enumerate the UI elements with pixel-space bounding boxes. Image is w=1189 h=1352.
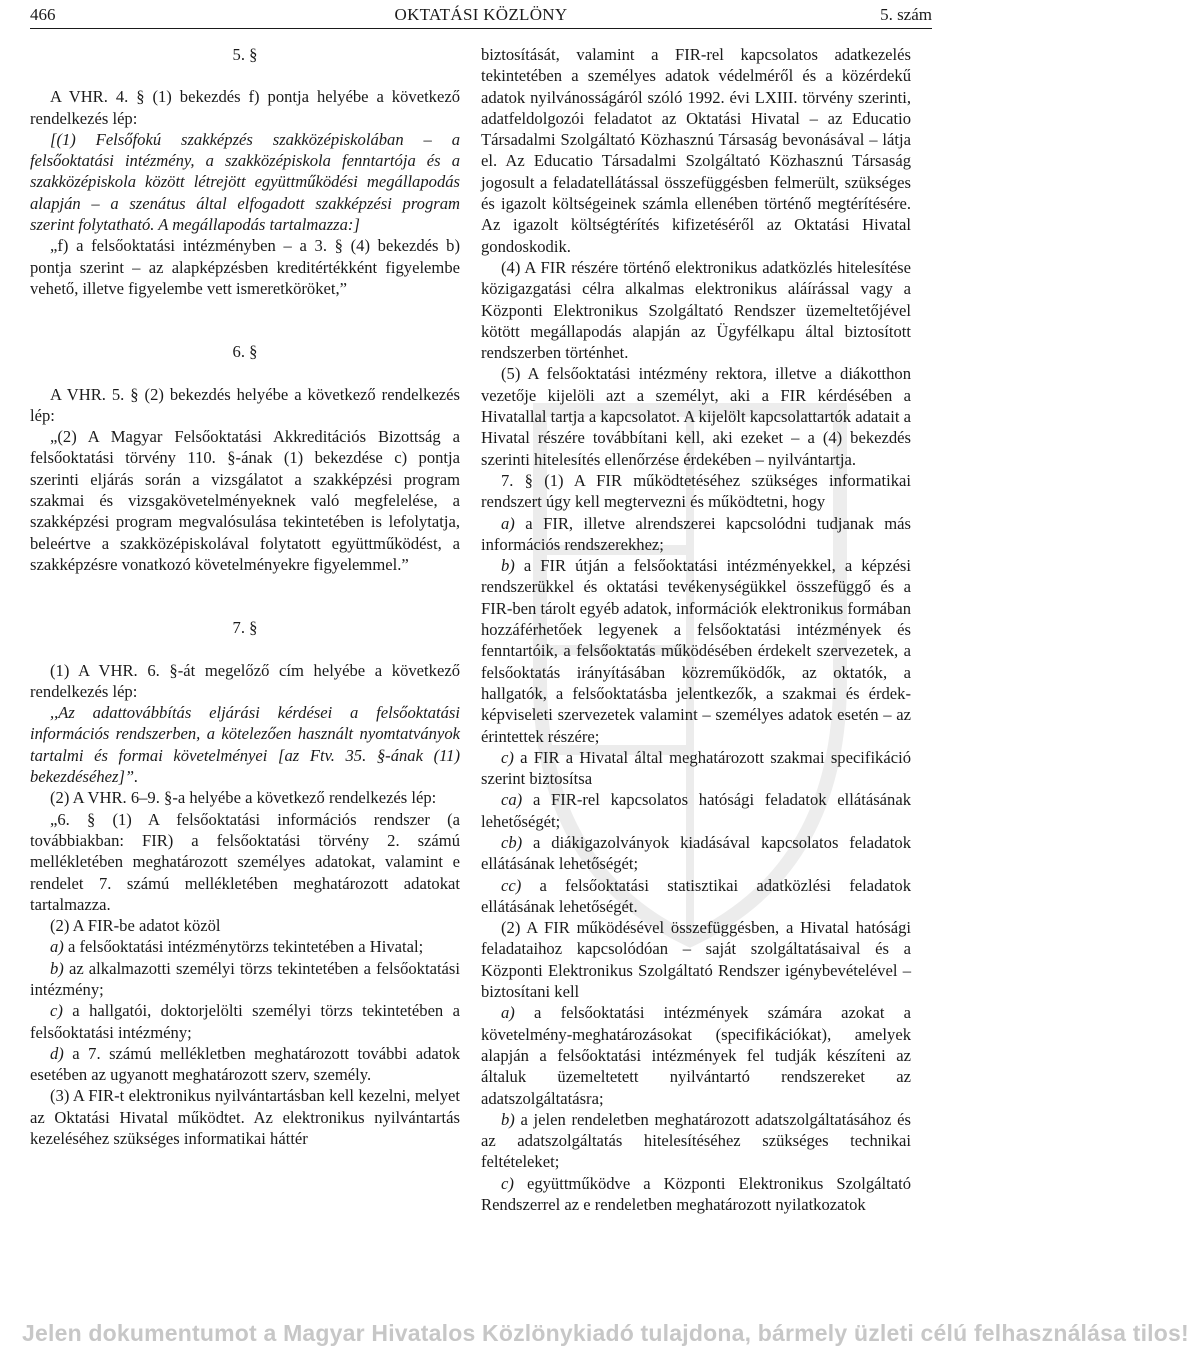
- section-6-heading: 6. §: [232, 342, 258, 362]
- list-text: a jelen rendeletben meghatározott adatszolgáltatásához és az adatszolgáltatás hitelesítéséhez szükséges technikai feltételeket;: [481, 1109, 911, 1172]
- list-label: ca): [501, 790, 523, 810]
- list-text: a FIR, illetve alrendszerei kapcsolódni tudjanak más információs rendszerekhez;: [481, 513, 911, 554]
- list-text: az alkalmazotti személyi törzs tekintetében a felsőoktatási intézmény;: [30, 958, 460, 999]
- right-item-ca: [481, 789, 911, 832]
- list-label: d): [50, 1043, 64, 1063]
- right-section-7-2: (2) A FIR működésével összefüggésben, a Hivatal hatósági feladataihoz kapcsolódóan – saját szolgáltatásaival és a Központi Elektronikus Szolgáltató Rendszer igénybevételével – biztosítani kell: [481, 918, 911, 1002]
- right-item-a: [481, 513, 911, 556]
- list-label: c): [50, 1001, 63, 1021]
- list-text: a hallgatói, doktorjelölti személyi törzs tekintetében a felsőoktatási intézmény;: [30, 1001, 460, 1042]
- section-7-para-2: (2) A VHR. 6–9. §-a helyébe a következő rendelkezés lép:: [50, 788, 437, 808]
- right-para-5: (5) A felsőoktatási intézmény rektora, illetve a diákotthon vezetője kijelöli azt a személyt, aki a FIR kérdésében a Hivatallal tartja a kapcsolatot. A kijelölt kapcsolattartók adatait a Hivatal részére továbbítani kell, aki ezeket – a (4) bekezdés szerinti hitelesítés ellenőrzése érdekében – nyilvántartja.: [481, 364, 911, 469]
- page-header: [30, 4, 932, 26]
- section-5-quote-f: „f) a felsőoktatási intézményben – a 3. § (4) bekezdés b) pontja szerint – az alapképzésben kreditértékként figyelembe vehető, illetve figyelembe vett ismeretköröket,”: [30, 236, 460, 298]
- list-label: a): [501, 513, 515, 533]
- list-label: a): [501, 1003, 515, 1023]
- section-7-para-2-quote: „6. § (1) A felsőoktatási információs rendszer (a továbbiakban: FIR) a felsőoktatási törvény 2. számú mellékletében meghatározott személyes adatokat, valamint e rendelet 7. számú mellékletében meghatározott adatokat tartalmazza.: [30, 809, 460, 914]
- fir-para-2a: [30, 936, 460, 957]
- section-7-para-1-quote: ,,Az adattovábbítás eljárási kérdései a felsőoktatási információs rendszerben, a kötelezően használt nyomtatványok tartalmi és formai követelményei [az Ftv. 35. §-ának (11) bekezdéséhez]”.: [30, 703, 460, 787]
- header-rule: [30, 28, 932, 29]
- fir-para-2c: [30, 1000, 460, 1043]
- section-7-para-1: (1) A VHR. 6. §-át megelőző cím helyébe a következő rendelkezés lép:: [30, 660, 460, 701]
- list-label: b): [50, 958, 64, 978]
- list-text: a 7. számú mellékletben meghatározott további adatok esetében az ugyanott meghatározott szerv, személy.: [30, 1043, 460, 1085]
- section-6-quote: „(2) A Magyar Felsőoktatási Akkreditációs Bizottság a felsőoktatási törvény 110. §-ának (1) bekezdése c) pontja szerinti eljárás során a vizsgálatot a szakképzési program szakmai és vizsgakövetelményeknek való megfelelése, a szakképzési program megvalósulása tekintetében is lefolytatja, beleértve a szakközépiskolával folytatott együttműködést, a szakképzésre vonatkozó követelményekre figyelemmel.”: [30, 427, 460, 574]
- right-item-b: [481, 555, 911, 747]
- journal-title: OKTATÁSI KÖZLÖNY: [394, 5, 568, 24]
- page-number: 466: [30, 5, 56, 24]
- footer-watermark: Jelen dokumentumot a Magyar Hivatalos Közlönykiadó tulajdona, bármely üzleti célú felhasználása tilos!: [22, 1320, 1189, 1346]
- right-item-c: [481, 747, 911, 790]
- list-label: c): [501, 747, 514, 767]
- list-text: a FIR útján a felsőoktatási intézményekkel, a képzési rendszerükkel és oktatási tevékenységükkel összefüggő és a FIR-ben tárolt egyéb adatok, információk elektronikus formában hozzáférhetőek legyenek a felsőoktatási intézmények és fenntartóik, a felsőoktatás működésében érdekelt szervezetek, a felsőoktatás irányításában közreműködők, az oktatók, a hallgatók, a felsőoktatásba jelentkezők, a szakmai és érdek-képviseleti szervezetek valamint – személyes adatok esetén – az érintettek részére;: [481, 556, 911, 746]
- right-item-cb: [481, 832, 911, 875]
- list-label: b): [501, 1109, 515, 1129]
- fir-para-3: (3) A FIR-t elektronikus nyilvántartásban kell kezelni, melyet az Oktatási Hivatal működtet. Az elektronikus nyilvántartás kezeléséhez szükséges informatikai háttér: [30, 1086, 460, 1149]
- list-text: együttműködve a Központi Elektronikus Szolgáltató Rendszerrel az e rendeletben meghatározott nyilatkozatok: [481, 1173, 911, 1215]
- right-section-7-1: 7. § (1) A FIR működtetéséhez szükséges informatikai rendszert úgy kell megtervezni és működtetni, hogy: [481, 470, 911, 512]
- list-text: a FIR-rel kapcsolatos hatósági feladatok ellátásának lehetőségét;: [481, 790, 911, 831]
- fir-para-2: (2) A FIR-be adatot közöl: [50, 916, 221, 936]
- right-column: [481, 44, 911, 1215]
- list-label: b): [501, 556, 515, 576]
- right-item-cc: [481, 875, 911, 918]
- fir-para-2d: [30, 1043, 460, 1086]
- list-text: a felsőoktatási intézménytörzs tekintetében a Hivatal;: [63, 937, 424, 957]
- list-label: cb): [501, 832, 523, 852]
- list-text: a FIR a Hivatal által meghatározott szakmai specifikáció szerint biztosítsa: [481, 747, 911, 789]
- issue-number: 5. szám: [880, 5, 932, 24]
- section-5-intro: A VHR. 4. § (1) bekezdés f) pontja helyébe a következő rendelkezés lép:: [30, 87, 460, 128]
- section-7-heading: 7. §: [232, 618, 258, 638]
- section-5-heading: 5. §: [232, 45, 258, 64]
- list-label: cc): [501, 875, 522, 895]
- section-6-intro: A VHR. 5. § (2) bekezdés helyébe a következő rendelkezés lép:: [30, 384, 460, 425]
- section-5-quote-bracket: [(1) Felsőfokú szakképzés szakközépiskolában – a felsőoktatási intézmény, a szakközépiskola fenntartója és a szakközépiskola között létrejött együttműködési megállapodás alapján – a szenátus által elfogadott szakképzési program szerint folytatható. A megállapodás tartalmazza:]: [30, 129, 460, 235]
- right-item-2c: [481, 1173, 911, 1216]
- left-column: [30, 44, 460, 1149]
- list-text: a diákigazolványok kiadásával kapcsolatos feladatok ellátásának lehetőségét;: [481, 832, 911, 874]
- list-text: a felsőoktatási intézmények számára azokat a követelmény-meghatározásokat (specifikációkat), amelyek alapján a felsőoktatási intézmények fel tudják készíteni az általuk üzemeltetett nyilvántartó rendszereket az adatszolgáltatásra;: [481, 1003, 911, 1108]
- list-label: a): [50, 937, 64, 957]
- right-item-2b: [481, 1109, 911, 1173]
- list-label: c): [501, 1173, 514, 1193]
- list-text: a felsőoktatási statisztikai adatközlési feladatok ellátásának lehetőségét.: [481, 875, 911, 916]
- right-para-continuation: biztosítását, valamint a FIR-rel kapcsolatos adatkezelés tekintetében a személyes adatok védelméről és a közérdekű adatok nyilvánosságáról szóló 1992. évi LXIII. törvény szerinti, adatfeldolgozói feladatot az Oktatási Hivatal – az Educatio Társadalmi Szolgáltató Közhasznú Társaság bevonásával – látja el. Az Educatio Társadalmi Szolgáltató Közhasznú Társaság jogosult a feladatellátással összefüggésben felmerült, szükséges és igazolt költségeinek számla ellenében történő megtérítésére. Az igazolt költségtérítés kifizetéséről az Oktatási Hivatal gondoskodik.: [481, 45, 911, 256]
- fir-para-2b: [30, 958, 460, 1001]
- right-para-4: (4) A FIR részére történő elektronikus adatközlés hitelesítése közigazgatási célra alkalmas elektronikus aláírással vagy a Központi Elektronikus Szolgáltató Rendszer üzemeltetőjével kötött megállapodás alapján az Ügyfélkapu által biztosított rendszerben történhet.: [481, 257, 911, 363]
- right-item-2a: [481, 1002, 911, 1108]
